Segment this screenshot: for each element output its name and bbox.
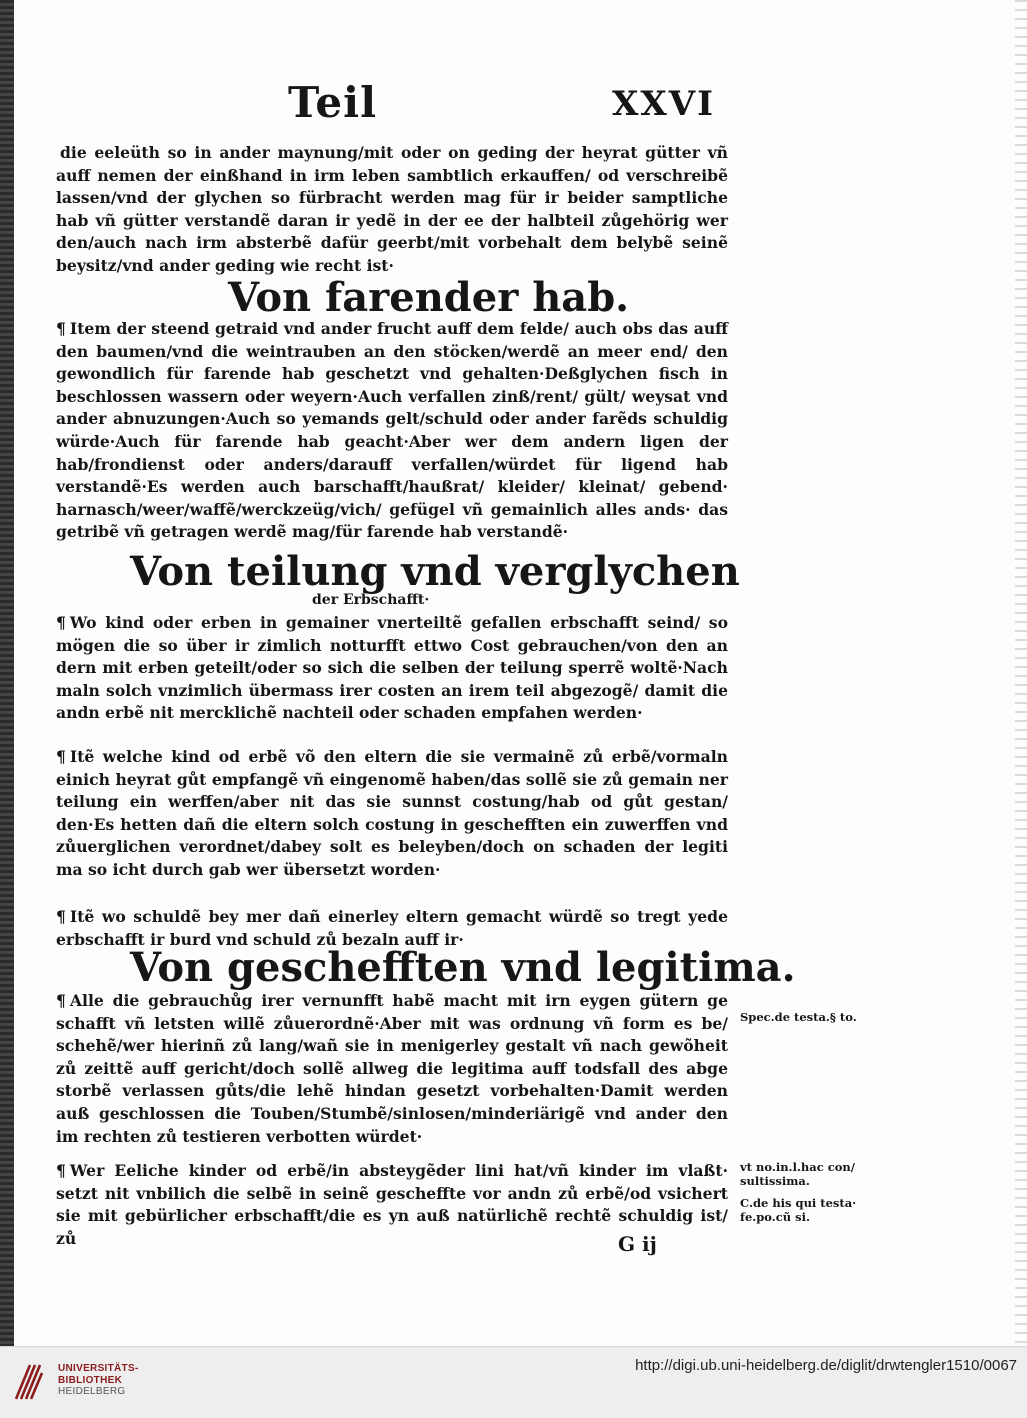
running-head-word: Teil [288, 78, 378, 127]
pilcrow-icon: ¶ [56, 991, 66, 1010]
paragraph-kind-erben [56, 746, 728, 882]
pilcrow-icon: ¶ [56, 747, 66, 766]
institution-line: BIBLIOTHEK [58, 1374, 123, 1386]
page-edge-speckle [1015, 0, 1027, 1346]
binding-edge [0, 0, 14, 1346]
signature-mark: G ij [618, 1232, 657, 1256]
section-subheading-erbschafft: der Erbschafft· [312, 592, 430, 608]
pilcrow-icon: ¶ [56, 613, 66, 632]
institution-line: UNIVERSITÄTS- [58, 1363, 139, 1374]
paragraph-text: Item der steend getraid vnd ander frucht auff dem felde/ auch obs das auff den baumen/vnd die weintrauben an den stöcken/werdẽ an meer end/ den gewondlich für farende hab geschetzt vnd gehalten·Deßglychen fisch in beschlossen wassern oder weyern·Auch verfallen zinß/rent/ gült/ weysat vnd ander abnuzungen·Auch so yemands gelt/schuld oder ander farẽds schuldig würde·Auch für farende hab geacht·Aber wer dem andern ligen der hab/frondienst oder anders/darauff verfallen/würdet für ligend hab verstandẽ·Es werden auch barschafft/haußrat/ kleider/ kleinat/ gebend· harnasch/weer/waffẽ/werckzeüg/vich/ gefügel vñ gemainlich alles ands· das getribẽ vñ getragen werdẽ mag/für farende hab verstandẽ· [56, 319, 728, 542]
paragraph-text: Itẽ welche kind od erbẽ võ den eltern die sie vermainẽ zů erbẽ/vormaln einich heyrat gůt empfangẽ vñ eingenomẽ haben/das sollẽ sie zů gemain ner teilung ein werffen/aber nit das sie sunnst costung/hab od gůt gestan/ den·Es hetten dañ die eltern solch costung in geschefften ein zuwerffen vnd zůuerglichen verordnet/dabey solt es beleyben/doch on schaden der legiti ma so icht durch gab wer übersetzt worden· [56, 747, 728, 879]
paragraph-text: Wo kind oder erben in gemainer vnerteiltẽ gefallen erbschafft seind/ so mögen die so über ir zimlich notturfft ettwo Cost gebrauchen/von den an dern mit erben geteilt/oder so sich die selben der teilung sperrẽ woltẽ·Nach maln solch vnzimlich übermass irer costen an irem teil abgezogẽ/ damit die andn erbẽ nit mercklichẽ nachteil oder schaden empfahen werden· [56, 613, 728, 723]
margin-note: Spec.de testa.§ to. [740, 1010, 857, 1024]
margin-note: C.de his qui testa· fe.po.cũ si. [740, 1196, 857, 1224]
section-heading-farender-hab: Von farender hab. [228, 274, 630, 321]
institution-line: HEIDELBERG [58, 1386, 126, 1397]
folio-number: XXVI [612, 84, 716, 124]
section-heading-legitima: Von geschefften vnd legitima. [130, 944, 796, 991]
running-head [0, 78, 1027, 128]
paragraph-text: Itẽ wo schuldẽ bey mer dañ einerley eltern gemacht würdẽ so tregt yede erbschafft ir burd vnd schuld zů bezaln auff ir· [56, 907, 728, 949]
library-logo-icon [12, 1359, 46, 1403]
pilcrow-icon: ¶ [56, 1161, 66, 1180]
viewer-footer [0, 1346, 1027, 1418]
institution-name [58, 1363, 139, 1398]
margin-note: vt no.in.l.hac con/ sultissima. [740, 1160, 855, 1188]
paragraph-text: Wer Eeliche kinder od erbẽ/in absteygẽder lini hat/vñ kinder im vlaßt· setzt nit vnbilich die selbẽ in seinẽ gescheffte vor andn zů erbẽ/od vsichert sie mit gebürlicher erbschafft/die es yn auß natürlichẽ rechtẽ schuldig ist/ zů [56, 1161, 728, 1248]
paragraph-geschefften [56, 990, 728, 1148]
paragraph-teilung [56, 612, 728, 725]
pilcrow-icon: ¶ [56, 907, 66, 926]
paragraph-text: die eeleüth so in ander maynung/mit oder on geding der heyrat gütter vñ auff nemen der einßhand in irm leben sambtlich erkauffen/ od verschreibẽ lassen/vnd der glychen so fürbracht werden mag für ir beider samptliche hab vñ gütter verstandẽ daran ir yedẽ in der ee der halbteil zůgehörig wer den/auch nach irm absterbẽ dafür geerbt/mit vorbehalt dem belybẽ seinẽ beysitz/vnd ander geding wie recht ist· [56, 143, 728, 275]
permalink-url[interactable]: http://digi.ub.uni-heidelberg.de/diglit/drwtengler1510/0067 [635, 1357, 1017, 1374]
paragraph-continuation [56, 142, 728, 278]
paragraph-text: Alle die gebrauchůg irer vernunfft habẽ macht mit irn eygen gütern ge schafft vñ letsten willẽ zůuerordnẽ·Aber mit was ordnung vñ form es be/ schehẽ/wer hierinñ zů lang/wañ sie in menigerley gestalt vñ nach gewõheit zů zeittẽ auff gericht/doch sollẽ allweg die legitima auff todsfall des abge storbẽ verlassen gůts/die lehẽ hindan gesetzt vorbehalten·Damit werden auß geschlossen die Touben/Stumbẽ/sinlosen/minderiärigẽ vnd ander den im rechten zů testieren verbotten würdet· [56, 991, 728, 1146]
paragraph-farender-hab [56, 318, 728, 544]
pilcrow-icon: ¶ [56, 319, 66, 338]
section-heading-teilung: Von teilung vnd verglychen [130, 548, 740, 595]
